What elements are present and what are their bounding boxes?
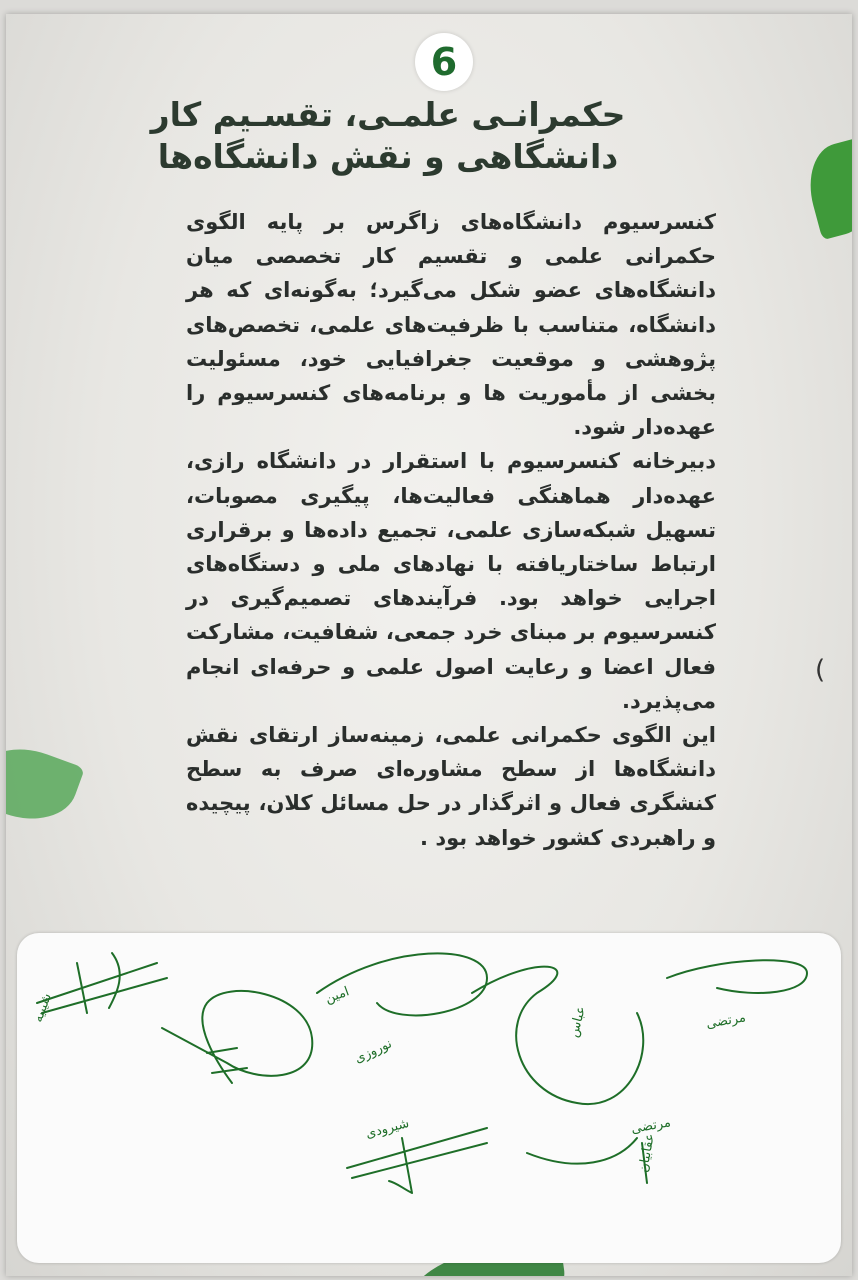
svg-text:نوروزی: نوروزی: [352, 1036, 395, 1067]
svg-text:مرتضی: مرتضی: [630, 1115, 672, 1137]
signature: [472, 967, 643, 1104]
svg-text:شیبیه: شیبیه: [30, 991, 55, 1025]
badge-number: 6: [430, 40, 458, 84]
signatures-drawing: [17, 933, 841, 1263]
svg-text:مرتضی: مرتضی: [705, 1010, 747, 1032]
signature: [527, 1115, 672, 1183]
paragraph: کنسرسیوم دانشگاه‌های زاگرس بر پایه الگوی حکمرانی علمی و تقسیم کار تخصصی میان دانشگاه‌های عضو شکل می‌گیرد؛ به‌گونه‌ای که هر دانشگاه، متناسب با ظرفیت‌های علمی، تخصص‌های پژوهشی و موقعیت جغرافیایی خود، مسئولیت بخشی از مأموریت ها و برنامه‌های کنسرسیوم را عهده‌دار شود.: [186, 210, 716, 440]
svg-text:عباس: عباس: [566, 1004, 590, 1040]
signature: [347, 1116, 487, 1193]
number-badge: [415, 33, 473, 91]
page-title-line-1: حکمرانـی علمـی، تقسـیم کار: [150, 95, 626, 134]
page-title-line-2: دانشگاهی و نقش دانشگاه‌ها: [157, 137, 619, 176]
svg-text:شیرودی: شیرودی: [364, 1115, 411, 1142]
signature: [317, 953, 487, 1066]
svg-text:عقابیان: عقابیان: [636, 1132, 658, 1174]
leaf-decoration: [799, 138, 852, 240]
margin-mark: (: [815, 655, 826, 685]
leaf-decoration: [6, 734, 85, 834]
signature-panel: [17, 933, 841, 1263]
signature: [31, 953, 167, 1024]
body-text: [186, 205, 716, 855]
svg-text:امین: امین: [323, 984, 352, 1007]
paragraph: دبیرخانه کنسرسیوم با استقرار در دانشگاه رازی، عهده‌دار هماهنگی فعالیت‌ها، پیگیری مصوبات، تسهیل شبکه‌سازی علمی، تجمیع داده‌ها و برقراری ارتباط ساختاریافته با نهادهای ملی و دستگاه‌های اجرایی خواهد بود. فرآیندهای تصمیم‌گیری در کنسرسیوم بر مبنای خرد جمعی، شفافیت، مشارکت فعال اعضا و رعایت اصول علمی و حرفه‌ای انجام می‌پذیرد.: [186, 449, 716, 713]
paragraph: این الگوی حکمرانی علمی، زمینه‌ساز ارتقای نقش دانشگاه‌ها از سطح مشاوره‌ای صرف به سطح کنشگری فعال و اثرگذار در حل مسائل کلان، پیچیده و راهبردی کشور خواهد بود .: [186, 723, 716, 850]
signature: [162, 991, 312, 1083]
signature: [667, 960, 807, 1032]
